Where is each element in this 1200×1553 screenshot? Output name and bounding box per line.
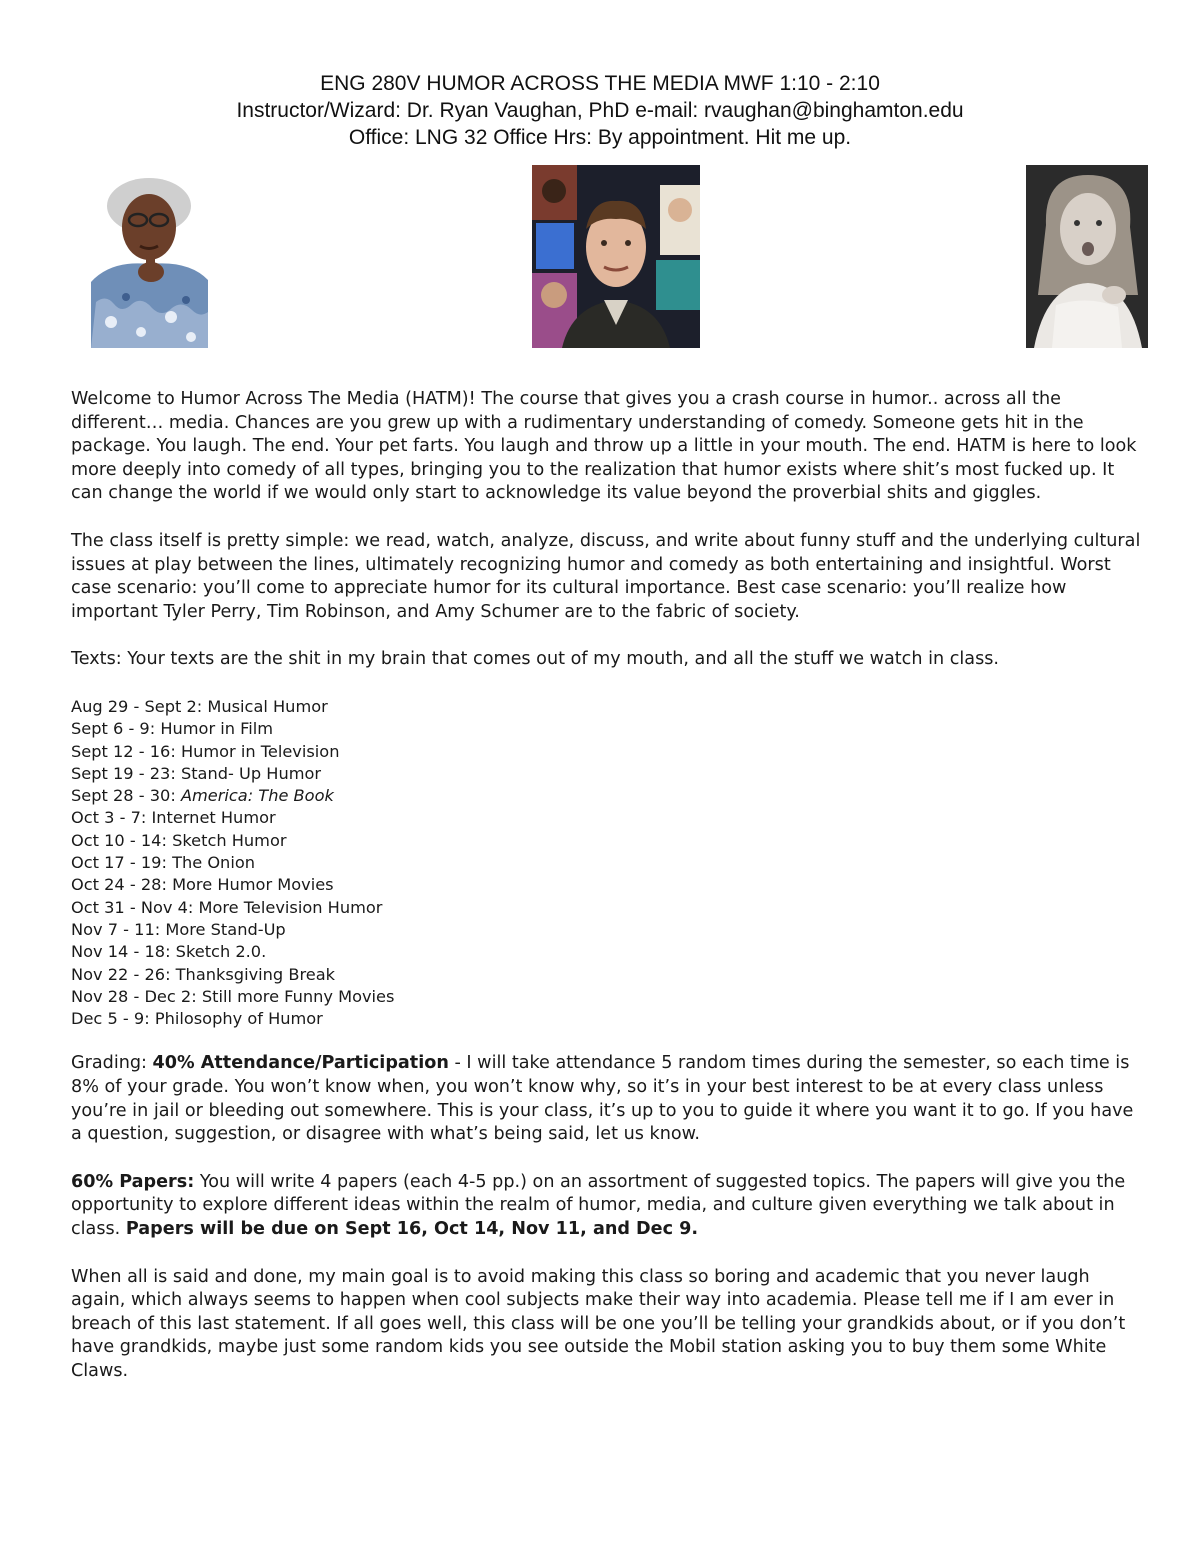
schedule-item: Sept 28 - 30: America: The Book xyxy=(71,786,334,806)
schedule-item: Oct 3 - 7: Internet Humor xyxy=(71,808,276,828)
syllabus-body xyxy=(71,388,1141,1408)
grading-papers-paragraph: 60% Papers: You will write 4 papers (each 4-5 pp.) on an assortment of suggested topics. The papers will give you the opportunity to explore different ideas within the realm of humor, media, and culture given everything we talk about in class. Papers will be due on Sept 16, Oct 14, Nov 11, and Dec 9. xyxy=(71,1171,1126,1239)
schedule-item: Nov 22 - 26: Thanksgiving Break xyxy=(71,964,335,984)
texts-paragraph: Texts: Your texts are the shit in my brain that comes out of my mouth, and all the stuff we watch in class. xyxy=(71,649,999,670)
papers-weight: 60% Papers: xyxy=(71,1171,195,1192)
schedule-list xyxy=(71,696,1141,1030)
attendance-weight: 40% Attendance/Participation xyxy=(152,1053,449,1074)
schedule-item: Oct 31 - Nov 4: More Television Humor xyxy=(71,897,383,917)
grading-attendance-paragraph: Grading: 40% Attendance/Participation - I will take attendance 5 random times during the semester, so each time is 8% of your grade. You won’t know when, you won’t know why, so it’s in your best interest to be at every class unless you’re in jail or bleeding out somewhere. This is your class, it’s up to you to guide it where you want it to go. If you have a question, suggestion, or disagree with what’s being said, let us know. xyxy=(71,1053,1134,1145)
class-description-paragraph: The class itself is pretty simple: we read, watch, analyze, discuss, and write about funny stuff and the underlying cultural issues at play between the lines, ultimately recognizing humor and comedy as both entertaining and insightful. Worst case scenario: you’ll come to appreciate humor for its cultural importance. Best case scenario: you’ll realize how important Tyler Perry, Tim Robinson, and Amy Schumer are to the fabric of society. xyxy=(71,530,1141,622)
office-line: Office: LNG 32 Office Hrs: By appointment. Hit me up. xyxy=(348,126,852,149)
amy-schumer-photo xyxy=(1026,165,1148,348)
intro-paragraph: Welcome to Humor Across The Media (HATM)! The course that gives you a crash course in humor.. across all the different… media. Chances are you grew up with a rudimentary understanding of comedy. Someone gets hit in the package. You laugh. The end. Your pet farts. You laugh and throw up a little in your mouth. The end. HATM is here to look more deeply into comedy of all types, bringing you to the realization that humor exists where shit’s most fucked up. It can change the world if we would only start to acknowledge its value beyond the proverbial shits and giggles. xyxy=(71,389,1137,504)
papers-due-dates: Papers will be due on Sept 16, Oct 14, Nov 11, and Dec 9. xyxy=(125,1218,699,1239)
course-header xyxy=(0,70,1200,151)
tim-robinson-photo xyxy=(532,165,700,348)
course-title: ENG 280V HUMOR ACROSS THE MEDIA MWF 1:10 - 2:10 xyxy=(320,72,880,95)
instructor-line: Instructor/Wizard: Dr. Ryan Vaughan, PhD e-mail: rvaughan@binghamton.edu xyxy=(236,99,964,122)
schedule-item: Sept 19 - 23: Stand- Up Humor xyxy=(71,763,322,783)
schedule-item: Nov 28 - Dec 2: Still more Funny Movies xyxy=(71,986,395,1006)
schedule-item: Oct 10 - 14: Sketch Humor xyxy=(71,830,287,850)
schedule-item: Sept 12 - 16: Humor in Television xyxy=(71,741,340,761)
schedule-item: Oct 24 - 28: More Humor Movies xyxy=(71,875,334,895)
schedule-item: Aug 29 - Sept 2: Musical Humor xyxy=(71,696,328,716)
tyler-perry-madea-photo xyxy=(91,172,208,348)
schedule-item: Dec 5 - 9: Philosophy of Humor xyxy=(71,1009,323,1029)
closing-paragraph: When all is said and done, my main goal is to avoid making this class so boring and academic that you never laugh again, which always seems to happen when cool subjects make their way into academia. Please tell me if I am ever in breach of this last statement. If all goes well, this class will be one you’ll be telling your grandkids about, or if you don’t have grandkids, maybe just some random kids you see outside the Mobil station asking you to buy them some White Claws. xyxy=(71,1266,1126,1381)
book-title: America: The Book xyxy=(180,786,334,806)
schedule-item: Nov 14 - 18: Sketch 2.0. xyxy=(71,942,267,962)
schedule-item: Nov 7 - 11: More Stand-Up xyxy=(71,919,286,939)
schedule-item: Sept 6 - 9: Humor in Film xyxy=(71,719,274,739)
schedule-item: Oct 17 - 19: The Onion xyxy=(71,853,255,873)
